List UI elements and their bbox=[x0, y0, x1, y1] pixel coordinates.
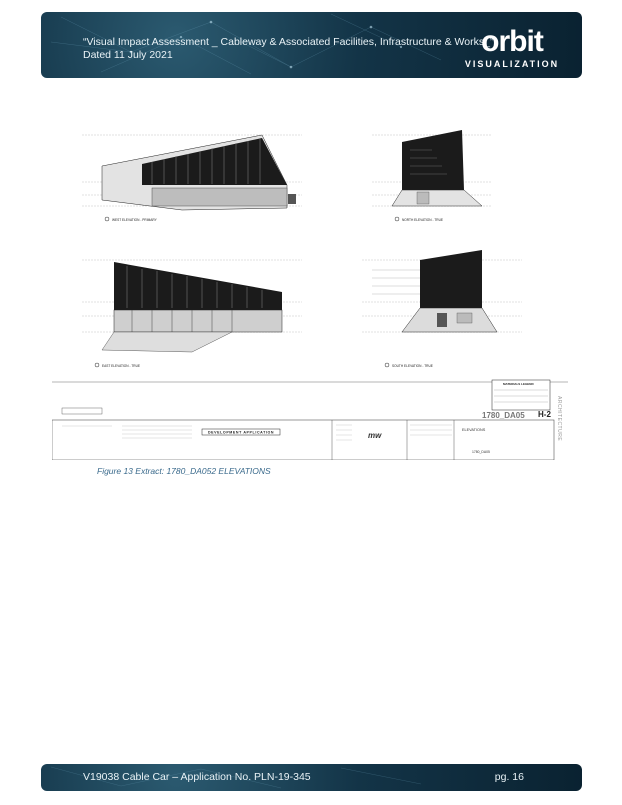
drawing-number-large: 1780_DA05 bbox=[482, 411, 525, 420]
west-elevation bbox=[82, 135, 302, 222]
logo-subtitle: VISUALIZATION bbox=[464, 59, 560, 69]
sheet-number: 1780_DA05 bbox=[472, 450, 490, 454]
elevations-drawing bbox=[52, 120, 568, 460]
east-label: EAST ELEVATION - TRUE bbox=[102, 364, 141, 368]
firm-vertical-text: ARCHITECTURE bbox=[556, 396, 562, 442]
header-title bbox=[83, 36, 493, 62]
figure-caption: Figure 13 Extract: 1780_DA052 ELEVATIONS bbox=[97, 466, 271, 476]
header-banner bbox=[41, 12, 582, 78]
firm-logo: H-2 bbox=[538, 410, 551, 419]
development-application-stamp: DEVELOPMENT APPLICATION bbox=[207, 430, 275, 435]
footer-banner bbox=[41, 764, 582, 791]
sheet-title: ELEVATIONS bbox=[462, 428, 486, 432]
title-block bbox=[52, 380, 568, 460]
header-line-2: Dated 11 July 2021 bbox=[83, 49, 173, 61]
north-label: NORTH ELEVATION - TRUE bbox=[402, 218, 444, 222]
footer-reference: V19038 Cable Car – Application No. PLN-19-345 bbox=[83, 771, 311, 783]
logo-word: orbit bbox=[481, 25, 543, 58]
orbit-logo bbox=[464, 26, 560, 72]
client-logo: mw bbox=[368, 431, 382, 440]
north-elevation bbox=[372, 130, 492, 222]
header-line-1: “Visual Impact Assessment _ Cableway & Associated Facilities, Infrastructure & Works_” bbox=[83, 36, 494, 48]
south-label: SOUTH ELEVATION - TRUE bbox=[392, 364, 433, 368]
page-number: pg. 16 bbox=[494, 771, 524, 783]
materials-legend: MATERIALS LEGEND bbox=[503, 382, 534, 386]
east-elevation bbox=[82, 260, 302, 368]
south-elevation bbox=[362, 250, 522, 368]
west-label: WEST ELEVATION - PRIMARY bbox=[112, 218, 157, 222]
